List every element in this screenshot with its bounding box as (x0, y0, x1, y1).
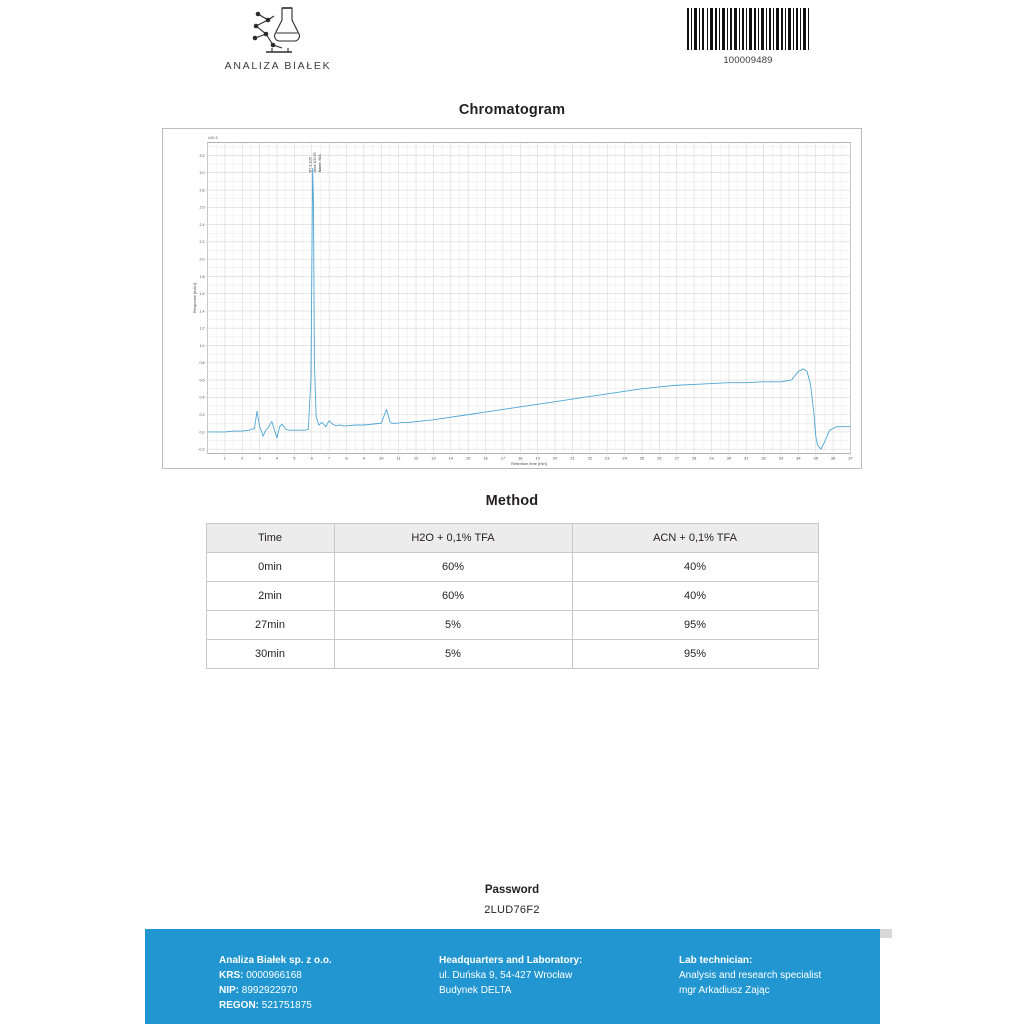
svg-text:3.0: 3.0 (199, 171, 205, 176)
y-axis-label: Response [mAU] (192, 282, 197, 314)
svg-text:2.4: 2.4 (199, 222, 205, 227)
svg-text:0.4: 0.4 (199, 395, 205, 400)
footer-regon-value: 521751875 (261, 1000, 312, 1011)
svg-text:26: 26 (657, 455, 662, 461)
footer-address-line1: ul. Duńska 9, 54-427 Wrocław (439, 970, 573, 981)
svg-text:13: 13 (431, 455, 436, 461)
cell-time: 27min (206, 611, 334, 640)
barcode-number: 100009489 (723, 55, 773, 66)
svg-text:31: 31 (744, 455, 749, 461)
column-header-water: H2O + 0,1% TFA (334, 524, 572, 553)
footer-company-name: Analiza Białek sp. z o.o. (219, 955, 332, 966)
footer-regon-key: REGON: (219, 1000, 259, 1011)
svg-text:19: 19 (535, 455, 540, 461)
scrollbar-thumb[interactable] (880, 929, 892, 938)
svg-text:Area 100.00: Area 100.00 (313, 152, 318, 173)
svg-text:17: 17 (500, 455, 506, 461)
svg-text:30: 30 (726, 455, 732, 461)
cell-time: 2min (206, 582, 334, 611)
svg-text:12: 12 (413, 455, 419, 461)
cell-water: 60% (334, 553, 572, 582)
table-row (206, 611, 818, 640)
cell-time: 30min (206, 640, 334, 669)
svg-text:29: 29 (709, 455, 714, 461)
footer-krs-value: 0000966168 (246, 970, 302, 981)
scrollbar-track[interactable] (880, 929, 892, 1024)
svg-text:Name: N/A: Name: N/A (317, 154, 322, 173)
barcode-block (686, 8, 810, 66)
svg-text:32: 32 (761, 455, 766, 461)
svg-text:9: 9 (362, 455, 366, 461)
table-header-row (206, 524, 818, 553)
footer-technician-line1: Analysis and research specialist (679, 970, 822, 981)
svg-text:6: 6 (310, 455, 313, 461)
cell-water: 5% (334, 640, 572, 669)
svg-text:25: 25 (639, 455, 645, 461)
x-axis-label: Retention time [min] (511, 461, 547, 466)
svg-text:15: 15 (465, 455, 471, 461)
document-footer (145, 929, 892, 1024)
svg-text:1.8: 1.8 (199, 274, 205, 279)
svg-text:0.6: 0.6 (199, 378, 205, 383)
footer-nip-value: 8992922970 (241, 985, 298, 996)
svg-text:28: 28 (691, 455, 697, 461)
svg-text:14: 14 (448, 455, 454, 461)
svg-text:21: 21 (570, 455, 575, 461)
footer-address-block (439, 953, 659, 998)
cell-water: 5% (334, 611, 572, 640)
table-row (206, 582, 818, 611)
company-logo (213, 4, 343, 72)
molecule-flask-icon (213, 4, 343, 56)
svg-text:37: 37 (848, 455, 853, 461)
svg-text:18: 18 (518, 455, 523, 461)
cell-acn: 95% (572, 611, 818, 640)
chromatogram-plot (162, 128, 862, 483)
svg-text:35: 35 (813, 455, 818, 461)
svg-text:3: 3 (258, 455, 261, 461)
chromatogram-chart (162, 128, 862, 483)
svg-text:8: 8 (345, 455, 348, 461)
footer-technician-block (679, 953, 879, 998)
cell-time: 0min (206, 553, 334, 582)
svg-text:2.0: 2.0 (199, 257, 205, 262)
svg-text:2: 2 (241, 455, 244, 461)
barcode-icon (686, 8, 810, 50)
footer-address-line2: Budynek DELTA (439, 985, 512, 996)
svg-text:1.0: 1.0 (199, 343, 205, 348)
cell-acn: 95% (572, 640, 818, 669)
y-axis-multiplier: x10 2 (208, 135, 218, 140)
table-row (206, 553, 818, 582)
svg-text:-0.2: -0.2 (198, 447, 205, 452)
svg-text:1.4: 1.4 (199, 309, 205, 314)
cell-acn: 40% (572, 582, 818, 611)
svg-text:33: 33 (778, 455, 784, 461)
svg-text:10: 10 (379, 455, 384, 461)
svg-text:1: 1 (223, 455, 226, 461)
svg-text:34: 34 (796, 455, 801, 461)
svg-text:4: 4 (275, 455, 279, 461)
svg-text:0.8: 0.8 (199, 361, 205, 366)
svg-text:3.2: 3.2 (199, 153, 205, 158)
cell-acn: 40% (572, 553, 818, 582)
chromatogram-title: Chromatogram (458, 102, 566, 118)
svg-text:22: 22 (587, 455, 593, 461)
svg-text:1.2: 1.2 (199, 326, 205, 331)
svg-text:36: 36 (830, 455, 836, 461)
footer-company-block (219, 953, 419, 1013)
footer-technician-line2: mgr Arkadiusz Zając (679, 985, 770, 996)
svg-text:20: 20 (552, 455, 558, 461)
method-title: Method (485, 493, 539, 509)
svg-text:RT 6.105: RT 6.105 (308, 157, 313, 173)
method-table (206, 523, 819, 669)
svg-text:23: 23 (604, 455, 610, 461)
svg-text:24: 24 (622, 455, 627, 461)
document-header (0, 0, 1024, 92)
cell-water: 60% (334, 582, 572, 611)
svg-text:16: 16 (483, 455, 488, 461)
footer-address-title: Headquarters and Laboratory: (439, 955, 583, 966)
footer-krs-key: KRS: (219, 970, 244, 981)
svg-text:0.2: 0.2 (199, 413, 205, 418)
footer-nip-key: NIP: (219, 985, 239, 996)
password-block (0, 884, 1024, 916)
svg-text:2.8: 2.8 (199, 188, 205, 193)
table-row (206, 640, 818, 669)
company-logo-text: ANALIZA BIAŁEK (224, 60, 332, 72)
footer-technician-title: Lab technician: (679, 955, 753, 966)
svg-text:5: 5 (293, 455, 296, 461)
column-header-time: Time (206, 524, 334, 553)
svg-text:1.6: 1.6 (199, 292, 205, 297)
svg-text:2.2: 2.2 (199, 240, 205, 245)
column-header-acn: ACN + 0,1% TFA (572, 524, 818, 553)
password-label: Password (484, 884, 540, 896)
svg-text:11: 11 (396, 455, 401, 461)
svg-text:27: 27 (674, 455, 679, 461)
svg-text:2.6: 2.6 (199, 205, 205, 210)
svg-text:0.0: 0.0 (199, 430, 205, 435)
svg-text:7: 7 (328, 455, 331, 461)
password-value: 2LUD76F2 (484, 904, 540, 916)
